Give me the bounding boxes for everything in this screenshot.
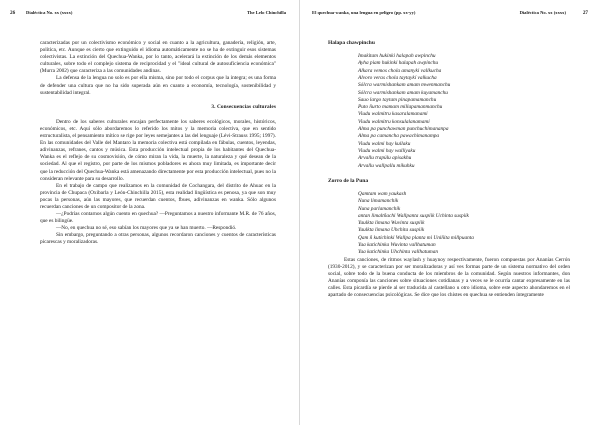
right-journal-name: Dialéctica No. xx (xxxx): [519, 10, 566, 15]
dialogue-line: —No, en quechua no sé, eso sabían los mayores que ya se han muerto. —Respondió.: [56, 225, 237, 232]
paragraph: En el trabajo de campo que realizamos en la comunidad de Cochangara, del distrito de Ahuac en la provincia de Chupaca (Oxibarla y León-Chinchilla 2015), esta realidad lingüística es penosa, ya que son muy pocas la personas, aún las mayores, que recuerdan cuentos, fbues, adivinanzas en wanka. Sólo algunos recuerdan canciones de un compositor de la zona.: [40, 182, 276, 210]
poem-line: Viudu walmitru konsulalanamami: [358, 118, 430, 125]
poem-line: Arvallu wallpallu mikuhku: [358, 162, 415, 169]
left-running-head: [0, 8, 300, 20]
poem-line: Ayha piam hukinki halapah awpinchu: [358, 60, 439, 67]
poem-line: Puto ñurto mamam millapamanmanchu: [358, 104, 443, 111]
left-text-column: [40, 40, 276, 247]
poem-title-halapa: Halapa chawpinchu: [328, 40, 375, 46]
poem-line: Nuna parlamanchik: [358, 205, 401, 212]
paragraph: Sin embargo, preguntando a otras personas, algunos recordaron canciones y cuentos de características picarescas y moralizadoras.: [40, 232, 276, 246]
poem-line: Viudu walmitru kasaralamanami: [358, 111, 428, 118]
right-article-title: El quechua-wanka, una lengua en peligro (pp. xx-yy): [312, 10, 416, 15]
paragraph: Estas canciones, de ritmos waylash y huaynoy respectivamente, fueron compuestas por Ananías Cerrón (1930-2012), y se caracterizan por ser moralizadoras y así ves formas parte de un sistema normativo del orden social, sobre todo de la buena conducta de los miembros de la comunidad. Según nuestros informantes, don Ananías componía las canciones sobre situaciones cotidianas y a veces se le ocurría cantar expresamente en las calles. Esta picardía se pierde al ser traducida al castellano u otro idioma, sobre este aspecto ahondaremos en el apartado de consecuencias psicológicas. Se dice que los chistes en quechua se entienden íntegramente: [328, 256, 570, 299]
poem-line: Alkara vemos chola amanyki vallkucha: [358, 67, 442, 74]
poem-line: Yaulkta limana Wuvinta suspiik: [358, 220, 425, 227]
poem-line: Nuna limamanchik: [358, 198, 399, 205]
right-page-number: 27: [582, 10, 588, 16]
poem-line: antan limaltñachi Wallpanta suspiik Uchinta suspiik: [358, 212, 469, 219]
right-page: [300, 0, 600, 425]
dialogue-line: —¿Podrías contarnos algún cuento en quechua? —Preguntamos a nuestro informante M.R. de 76 años, que es bilingüe.: [40, 211, 276, 225]
poem-line: Arvallu trapúlu apisakhu: [358, 155, 412, 162]
right-text-column: [328, 40, 570, 299]
section-heading: 3. Consecuencias culturales: [211, 103, 276, 110]
poem-line: Qamtam wam yaukash: [358, 190, 407, 197]
poem-line: Alma pa punchawman punchuchimananpa: [358, 126, 449, 133]
poem-line: Yaa katichinka Wuvinta vallhatuman: [358, 242, 436, 249]
poem-line: Qam ñ kutichinki Wallpa planta mi Uniñita millpuanta: [358, 234, 474, 241]
poem-line: Yaulkta limana Uhchita suspiik: [358, 227, 425, 234]
poem-line: Viudu walmi hay walliyaku: [358, 147, 416, 154]
paragraph: Dentro de los saberes culturales encajan perfectamente los saberes ecológicos, morales, históricos, económicos, etc. Aquí sólo abordaremos lo referido los mitos y la memoria colectiva, que en sentido estructuralista, el pensamiento mítico se rige por leyes semejantes a las del lenguaje (Lévi-Strauss 1995; 1997). En las comunidades del Valle del Mantaro la memoria colectiva está compilada en fábulas, cuentos, leyendas, adivinanzas, refranes, cantos y música. Esta producción intelectual propia de los habitantes del Quechua-Wanka es el reflejo de su cosmovisión, de cómo miran la vida, la muerte, la naturaleza y qué desean de la sociedad. Al que el registro, por parte de los mismos pobladores es ahora muy limitada, es importante decir que la reducción del Quechua-Wanka está amenazando directamente por esta producción intelectual, pues no la consideran relevante para su desarrollo.: [40, 118, 276, 182]
poem-zorro: [328, 191, 570, 257]
poem-line: Sauo largo taytam pinapamamanchu: [358, 96, 437, 103]
poem-line: Imakitam hukinki halapah awpinchu: [358, 53, 436, 60]
poem-line: Yaa katichinka Uhchinta vallhatuman: [358, 249, 438, 256]
poem-halapa: [328, 53, 570, 170]
poem-line: Sólcra warmishankam amam kuyamanchu: [358, 89, 448, 96]
right-running-head: [300, 8, 600, 20]
left-journal-name: Dialéctica No. xx (xxxx): [26, 10, 73, 15]
poem-line: Alvoro veras chola taytaykí valkucha: [358, 74, 437, 81]
paragraph: La defensa de la lengua no solo es por ella misma, sino por todo el corpus que la integra; es una forma de defender una cultura que no ha sido superada aún en cuanto a economía, tecnología, sostenibilidad y sustentabilidad integral.: [40, 75, 276, 96]
poem-line: Sólcra warmishankam amam mwenmanchu: [358, 82, 451, 89]
left-page-number: 26: [10, 10, 16, 16]
poem-line: Viudu walmi hay kullaku: [358, 140, 411, 147]
poem-line: Alma pa camancha pawachimanampa: [358, 133, 440, 140]
poem-title-zorro: Zorro de la Puna: [328, 177, 369, 184]
paragraph: caracterizadas por un colectivismo económico y social en cuanto a la agricultura, ganadería, religión, arte, política, etc. Aunque es cierto que extinguido el idioma automáticamente no se ha de extinguir esos sistemas colectivistas. La extinción del Quechua-Wanka, por lo tanto, acelerará la extinción de los demás elementos culturales, sobre todo el complejo sistema de reciprocidad y el "ideal cultural de autosuficiencia económica" (Murra 2002) que caracteriza a las comunidades andinas.: [40, 40, 276, 75]
left-author-name: The Lelo Chinchilla: [246, 10, 286, 15]
